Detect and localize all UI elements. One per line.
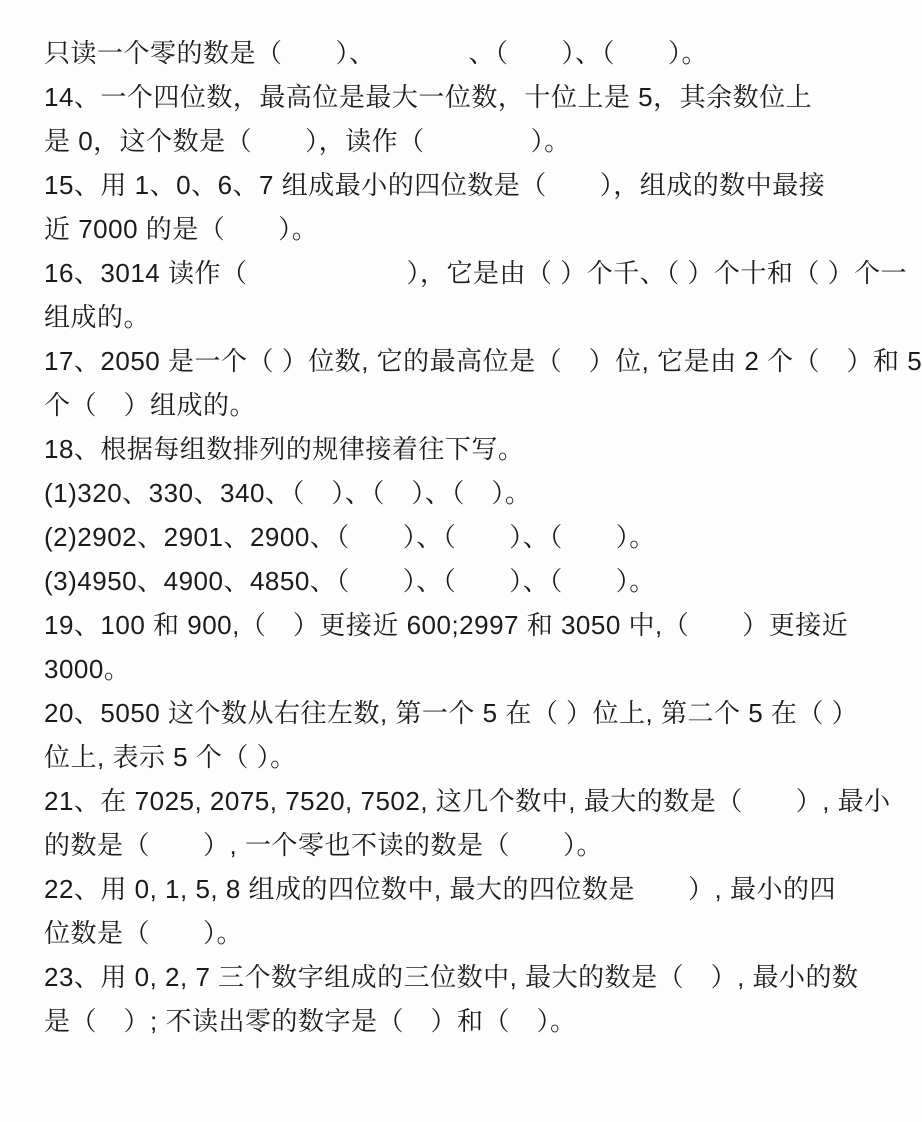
text-line: 21、在 7025, 2075, 7520, 7502, 这几个数中, 最大的数是（ ）, 最小 [44,786,891,816]
text-line: 22、用 0, 1, 5, 8 组成的四位数中, 最大的四位数是 ）, 最小的四 [44,874,836,904]
text-line: 位上, 表示 5 个（ ）。 [44,742,297,772]
text-line: 15、用 1、0、6、7 组成最小的四位数是（ ），组成的数中最接 [44,170,826,200]
text-line: 20、5050 这个数从右往左数, 第一个 5 在（ ）位上, 第二个 5 在（ ） [44,698,859,728]
text-line: 是 0，这个数是（ ），读作（ ）。 [44,126,571,156]
text-line: (2)2902、2901、2900、（ ）、（ ）、（ ）。 [44,522,656,552]
text-line: 16、3014 读作（ ），它是由（ ）个千、（ ）个十和（ ）个一 [44,258,908,288]
text-line: 23、用 0, 2, 7 三个数字组成的三位数中, 最大的数是（ ）, 最小的数 [44,962,859,992]
text-line: 个（ ）组成的。 [44,390,257,420]
text-line: 位数是（ ）。 [44,918,244,948]
text-line: 18、根据每组数排列的规律接着往下写。 [44,434,525,464]
text-line: 的数是（ ）, 一个零也不读的数是（ ）。 [44,830,603,860]
text-line: 近 7000 的是（ ）。 [44,214,319,244]
text-line: 是（ ）; 不读出零的数字是（ ）和（ ）。 [44,1006,577,1036]
text-line: 17、2050 是一个（ ）位数, 它的最高位是（ ）位, 它是由 2 个（ ）和 5 [44,346,922,376]
text-line: 14、一个四位数，最高位是最大一位数，十位上是 5，其余数位上 [44,82,813,112]
text-line: (1)320、330、340、（ ）、（ ）、（ ）。 [44,478,532,508]
text-line: 3000。 [44,654,131,684]
text-line: 组成的。 [44,302,151,332]
text-line: 19、100 和 900,（ ）更接近 600;2997 和 3050 中,（ ）更接近 [44,610,849,640]
text-line: 只读一个零的数是（ ）、 、（ ）、（ ）。 [44,38,709,68]
text-line: (3)4950、4900、4850、（ ）、（ ）、（ ）。 [44,566,656,596]
